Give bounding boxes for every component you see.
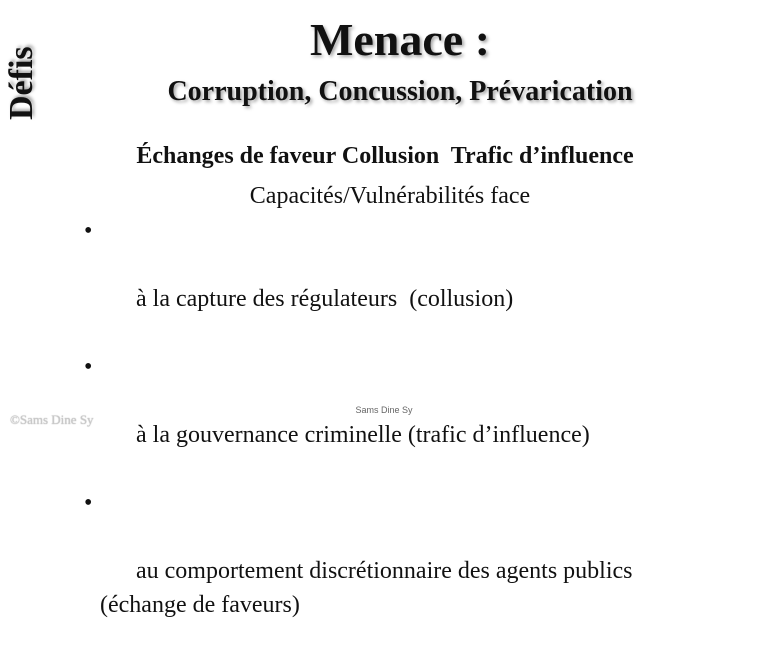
bullet-text: à la gouvernance criminelle (trafic d’influence) (136, 422, 590, 448)
slide-title: Menace : (309, 14, 491, 65)
slide-subtitle: Corruption, Concussion, Prévarication (167, 76, 633, 107)
bullet-icon: • (84, 490, 93, 516)
bullet-text: à la capture des régulateurs (collusion) (136, 286, 514, 312)
bullet-item-capture-regulateurs (84, 214, 724, 350)
copyright-watermark: ©Sams Dine Sy (10, 412, 94, 427)
bullet-icon: • (84, 354, 93, 380)
bullet-icon: • (84, 218, 93, 244)
section-heading: Échanges de faveur Collusion Trafic d’influence (136, 143, 634, 169)
footer-author: Sams Dine Sy (355, 405, 413, 415)
bullet-text: au comportement discrétionnaire des agents publics (échange de faveurs) (100, 558, 633, 618)
side-label-defis: Défis (3, 46, 40, 120)
bullet-item-gouvernance-criminelle (84, 350, 724, 486)
bullet-item-comportement-discretionnaire (84, 486, 724, 656)
bullet-list (84, 214, 724, 656)
lead-text: Capacités/Vulnérabilités face (249, 183, 531, 209)
